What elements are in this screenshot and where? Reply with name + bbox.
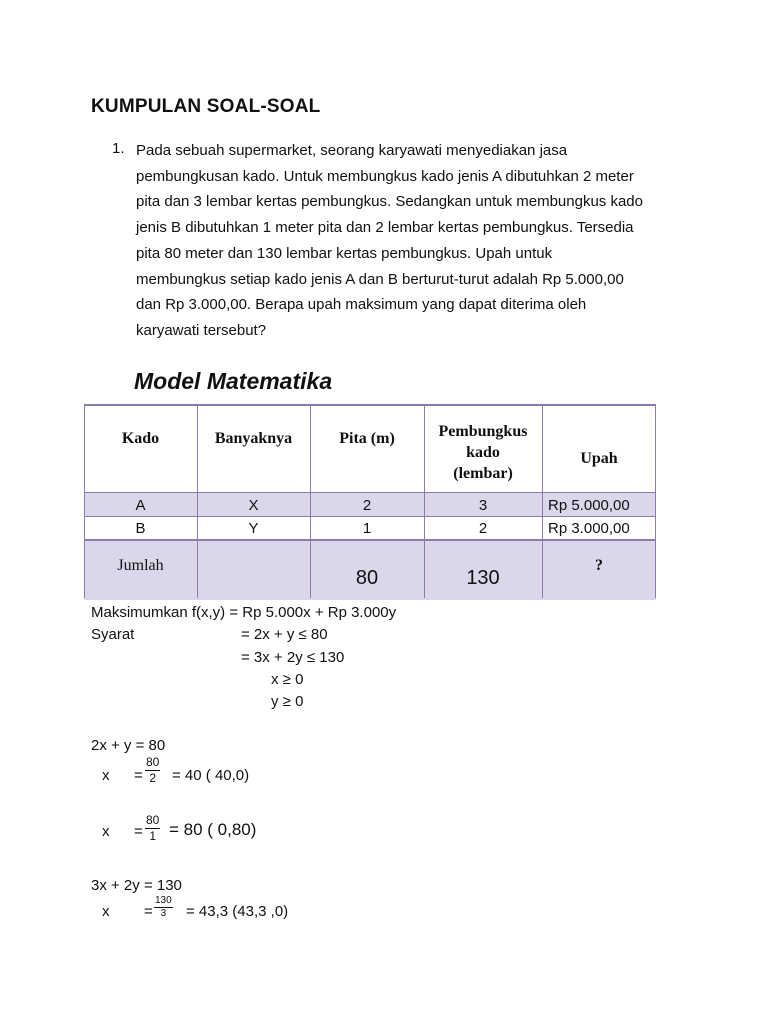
variable-label: x bbox=[102, 767, 110, 784]
header-upah: Upah bbox=[580, 450, 618, 467]
question-line: karyawati tersebut? bbox=[136, 321, 267, 339]
row-b-pembungkus: 2 bbox=[478, 520, 488, 537]
denominator: 2 bbox=[149, 771, 157, 785]
header-banyaknya: Banyaknya bbox=[214, 430, 293, 447]
result: = 43,3 (43,3 ,0) bbox=[186, 903, 289, 920]
result: = 40 ( 40,0) bbox=[172, 767, 250, 784]
question-line: jenis B dibutuhkan 1 meter pita dan 2 lembar kertas pembungkus. Tersedia bbox=[136, 219, 634, 237]
total-banyaknya bbox=[197, 541, 310, 601]
row-a-pita: 2 bbox=[362, 496, 372, 514]
row-a-pembungkus: 3 bbox=[478, 496, 488, 514]
question-line: pita 80 meter dan 130 lembar kertas pembungkus. Upah untuk bbox=[136, 244, 553, 262]
equals-sign: = bbox=[134, 767, 143, 784]
denominator: 1 bbox=[149, 829, 157, 843]
total-pembungkus: 130 bbox=[466, 566, 500, 589]
equation: 2x + y = 80 bbox=[91, 737, 166, 754]
equation: 3x + 2y = 130 bbox=[91, 877, 182, 894]
question-line: membungkus setiap kado jenis A dan B berturut-turut adalah Rp 5.000,00 bbox=[136, 270, 624, 288]
document-title: KUMPULAN SOAL-SOAL bbox=[91, 96, 321, 117]
header-pembungkus-line: Pembungkus bbox=[438, 422, 528, 440]
objective-function: Maksimumkan f(x,y) = Rp 5.000x + Rp 3.000y bbox=[91, 604, 397, 621]
row-a-kado: A bbox=[135, 496, 146, 514]
row-b-pita: 1 bbox=[362, 520, 372, 537]
header-pembungkus-line: kado bbox=[466, 443, 500, 461]
row-b-kado: B bbox=[135, 520, 146, 537]
row-a-banyaknya: X bbox=[248, 496, 259, 514]
numerator: 130 bbox=[155, 895, 172, 906]
constraint: = 3x + 2y ≤ 130 bbox=[241, 649, 345, 666]
question-line: Pada sebuah supermarket, seorang karyawati menyediakan jasa bbox=[136, 142, 568, 159]
question-line: pita dan 3 lembar kertas pembungkus. Sedangkan untuk membungkus kado bbox=[136, 193, 643, 211]
row-b-banyaknya: Y bbox=[248, 520, 259, 537]
question-line: pembungkusan kado. Untuk membungkus kado jenis A dibutuhkan 2 meter bbox=[136, 167, 634, 185]
question-text bbox=[136, 138, 696, 344]
equals-sign: = bbox=[144, 903, 153, 920]
header-pembungkus bbox=[424, 416, 542, 488]
fraction bbox=[145, 813, 160, 844]
constraint: x ≥ 0 bbox=[271, 671, 304, 688]
variable-label: x bbox=[102, 823, 110, 840]
result: = 80 ( 0,80) bbox=[169, 820, 257, 839]
total-label: Jumlah bbox=[117, 557, 164, 574]
numerator: 80 bbox=[146, 813, 160, 827]
section-heading: Model Matematika bbox=[134, 368, 333, 394]
constraint: y ≥ 0 bbox=[271, 693, 304, 710]
row-b-upah: Rp 3.000,00 bbox=[548, 520, 630, 537]
header-pembungkus-line: (lembar) bbox=[453, 464, 513, 482]
question-line: dan Rp 3.000,00. Berapa upah maksimum yang dapat diterima oleh bbox=[136, 296, 587, 314]
fraction bbox=[145, 755, 160, 786]
row-a-upah: Rp 5.000,00 bbox=[548, 496, 630, 514]
variable-label: x bbox=[102, 903, 110, 920]
question-number: 1. bbox=[112, 140, 125, 157]
header-pita: Pita (m) bbox=[339, 430, 395, 447]
denominator: 3 bbox=[160, 908, 167, 919]
header-kado: Kado bbox=[121, 430, 160, 447]
constraint: = 2x + y ≤ 80 bbox=[241, 626, 328, 643]
fraction bbox=[154, 895, 173, 920]
model-table bbox=[84, 404, 656, 600]
total-pita: 80 bbox=[355, 566, 379, 589]
total-upah: ? bbox=[595, 557, 603, 574]
numerator: 80 bbox=[146, 755, 160, 769]
equals-sign: = bbox=[134, 823, 143, 840]
syarat-label: Syarat bbox=[91, 626, 135, 643]
